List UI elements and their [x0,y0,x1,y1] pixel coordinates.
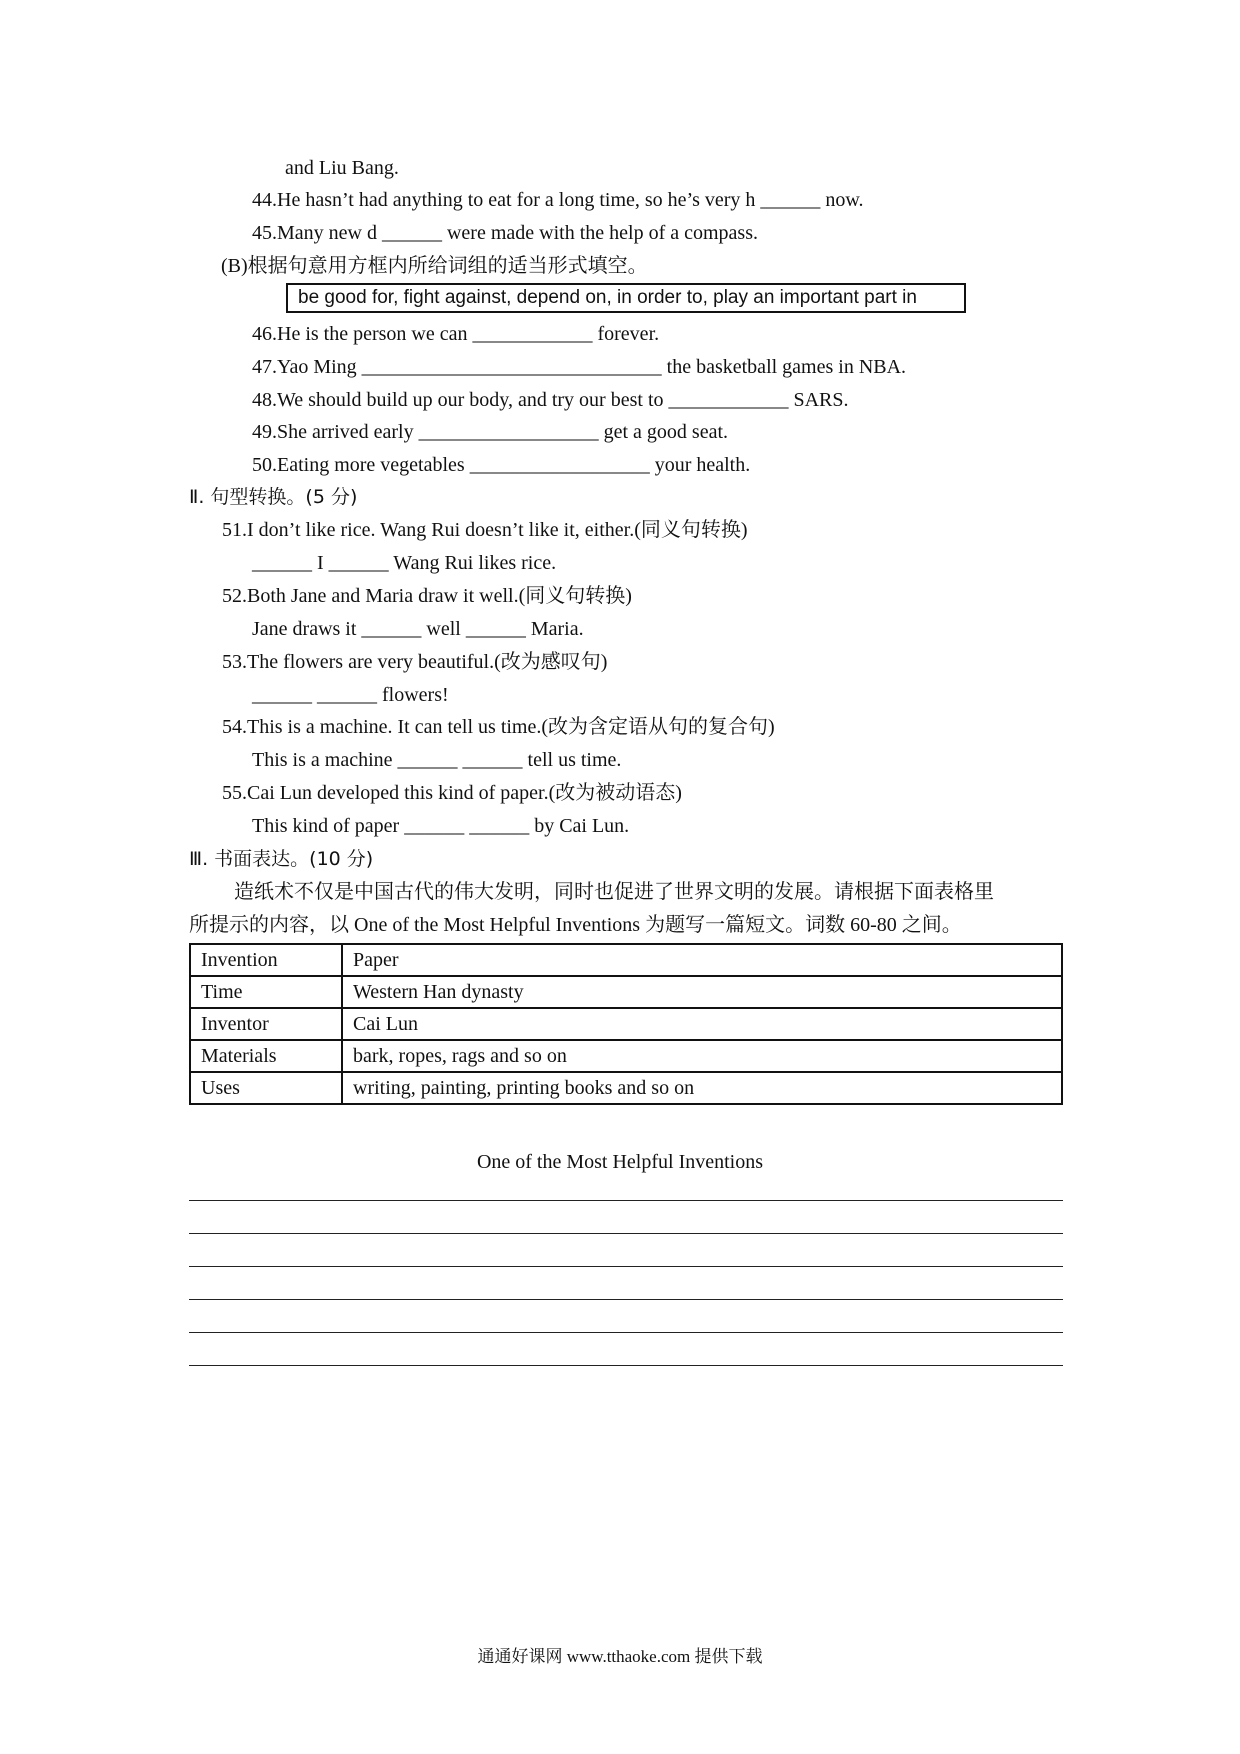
table-key: Inventor [190,1008,342,1040]
table-key: Uses [190,1072,342,1104]
writing-prompt-line-1: 造纸术不仅是中国古代的伟大发明，同时也促进了世界文明的发展。请根据下面表格里 [234,881,994,903]
table-row [190,944,1062,976]
question-52: 52.Both Jane and Maria draw it well.(同义句转换) [222,585,632,607]
question-47: 47.Yao Ming ______________________________ the basketball games in NBA. [252,356,907,378]
section-b-instruction: (B)根据句意用方框内所给词组的适当形式填空。 [221,255,648,277]
question-55-answer: This kind of paper ______ ______ by Cai Lun. [252,815,630,837]
table-row [190,976,1062,1008]
table-value: Paper [342,944,1062,976]
table-value: bark, ropes, rags and so on [342,1040,1062,1072]
table-value: writing, painting, printing books and so on [342,1072,1062,1104]
question-48: 48.We should build up our body, and try our best to ____________ SARS. [252,389,849,411]
question-51-answer: ______ I ______ Wang Rui likes rice. [252,552,557,574]
question-53-answer: ______ ______ flowers! [252,684,449,706]
section-ii-heading: Ⅱ. 句型转换。(5 分) [189,486,358,508]
phrase-box: be good for, fight against, depend on, in order to, play an important part in [286,283,966,313]
question-52-answer: Jane draws it ______ well ______ Maria. [252,618,584,640]
question-53: 53.The flowers are very beautiful.(改为感叹句) [222,651,608,673]
question-50: 50.Eating more vegetables __________________ your health. [252,454,751,476]
writing-prompt-line-2: 所提示的内容，以 One of the Most Helpful Inventions 为题写一篇短文。词数 60-80 之间。 [189,914,962,936]
table-row [190,1040,1062,1072]
essay-title: One of the Most Helpful Inventions [476,1151,764,1173]
writing-line[interactable] [189,1266,1063,1267]
question-49: 49.She arrived early __________________ get a good seat. [252,421,729,443]
writing-line[interactable] [189,1233,1063,1234]
question-51: 51.I don’t like rice. Wang Rui doesn’t like it, either.(同义句转换) [222,519,748,541]
section-iii-heading: Ⅲ. 书面表达。(10 分) [189,848,374,870]
writing-line[interactable] [189,1332,1063,1333]
table-key: Invention [190,944,342,976]
table-row [190,1008,1062,1040]
table-key: Materials [190,1040,342,1072]
invention-info-table [189,943,1063,1105]
table-value: Cai Lun [342,1008,1062,1040]
table-key: Time [190,976,342,1008]
question-46: 46.He is the person we can ____________ forever. [252,323,660,345]
footer-source: 通通好课网 www.tthaoke.com 提供下载 [477,1647,763,1666]
writing-line[interactable] [189,1365,1063,1366]
question-44: 44.He hasn’t had anything to eat for a long time, so he’s very h ______ now. [252,189,864,211]
writing-line[interactable] [189,1200,1063,1201]
table-row [190,1072,1062,1104]
table-value: Western Han dynasty [342,976,1062,1008]
question-54: 54.This is a machine. It can tell us time.(改为含定语从句的复合句) [222,716,775,738]
question-45: 45.Many new d ______ were made with the help of a compass. [252,222,758,244]
question-55: 55.Cai Lun developed this kind of paper.(改为被动语态) [222,782,682,804]
question-54-answer: This is a machine ______ ______ tell us time. [252,749,622,771]
writing-line[interactable] [189,1299,1063,1300]
line-continuation: and Liu Bang. [285,157,399,179]
